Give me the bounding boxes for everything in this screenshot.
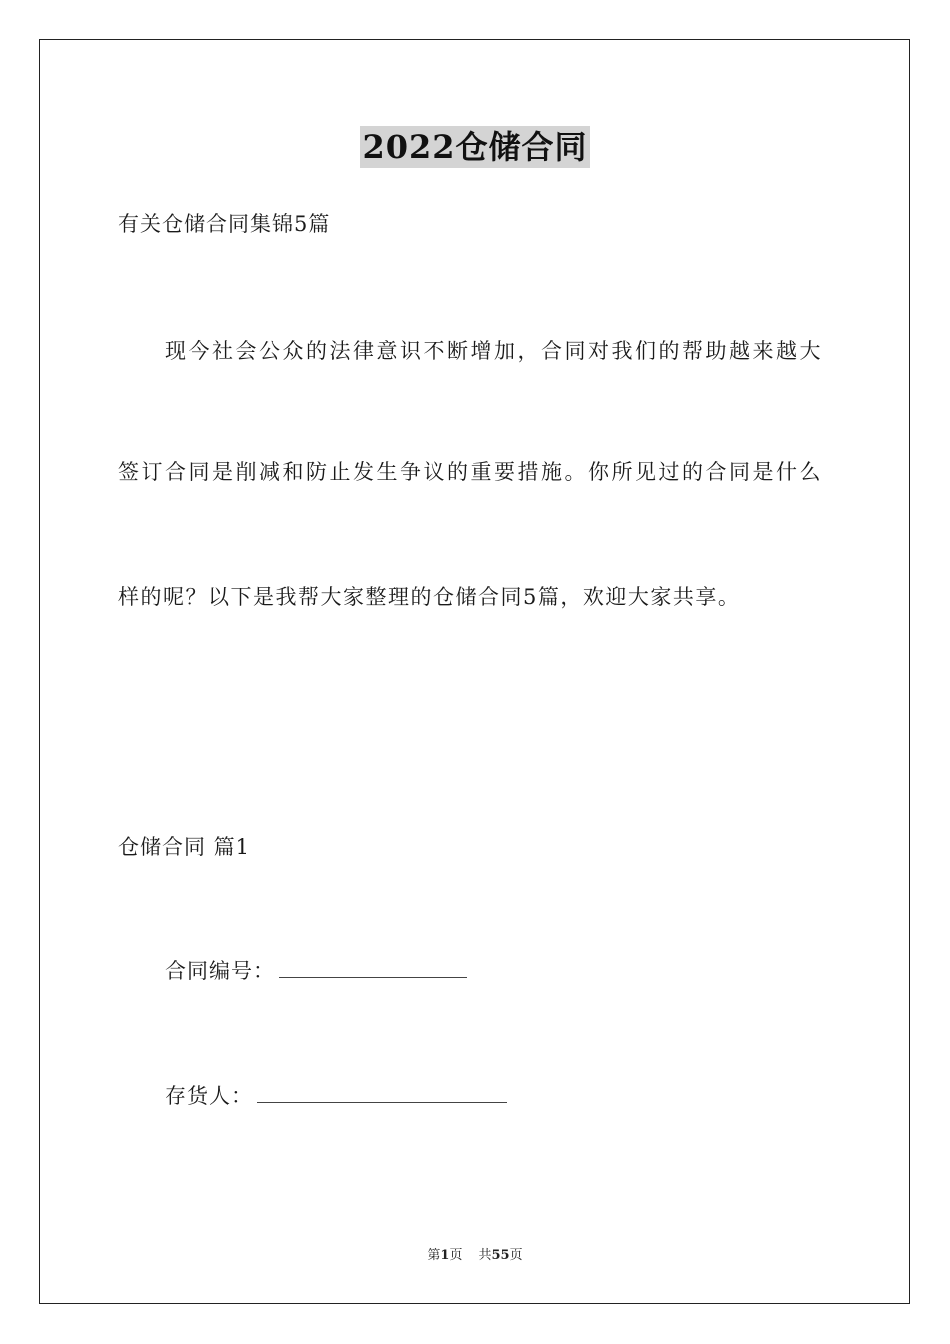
paragraph-line-3: 样的呢？以下是我帮大家整理的仓储合同5篇，欢迎大家共享。 — [118, 585, 741, 609]
footer-total-pages: 55 — [491, 1248, 510, 1263]
depositor-blank — [257, 1080, 507, 1103]
contract-number-label: 合同编号： — [165, 959, 275, 983]
title-container — [0, 126, 950, 168]
section-heading: 仓储合同 篇1 — [118, 835, 251, 859]
paragraph-line-2: 签订合同是削减和防止发生争议的重要措施。你所见过的合同是什么 — [118, 460, 823, 484]
contract-number-blank — [279, 955, 467, 978]
footer-page-prefix: 第 — [427, 1248, 441, 1263]
contract-number-field — [165, 955, 467, 986]
footer-page-suffix: 页 — [449, 1248, 463, 1263]
document-subtitle: 有关仓储合同集锦5篇 — [118, 212, 331, 236]
depositor-label: 存货人： — [165, 1084, 253, 1108]
document-title: 2022仓储合同 — [362, 128, 588, 166]
depositor-field — [165, 1080, 507, 1111]
footer-total-suffix: 页 — [509, 1248, 523, 1263]
page-footer — [0, 1247, 950, 1265]
footer-page-number: 1 — [440, 1248, 450, 1263]
footer-total-prefix: 共 — [478, 1248, 492, 1263]
paragraph-line-1: 现今社会公众的法律意识不断增加，合同对我们的帮助越来越大 — [165, 339, 823, 363]
